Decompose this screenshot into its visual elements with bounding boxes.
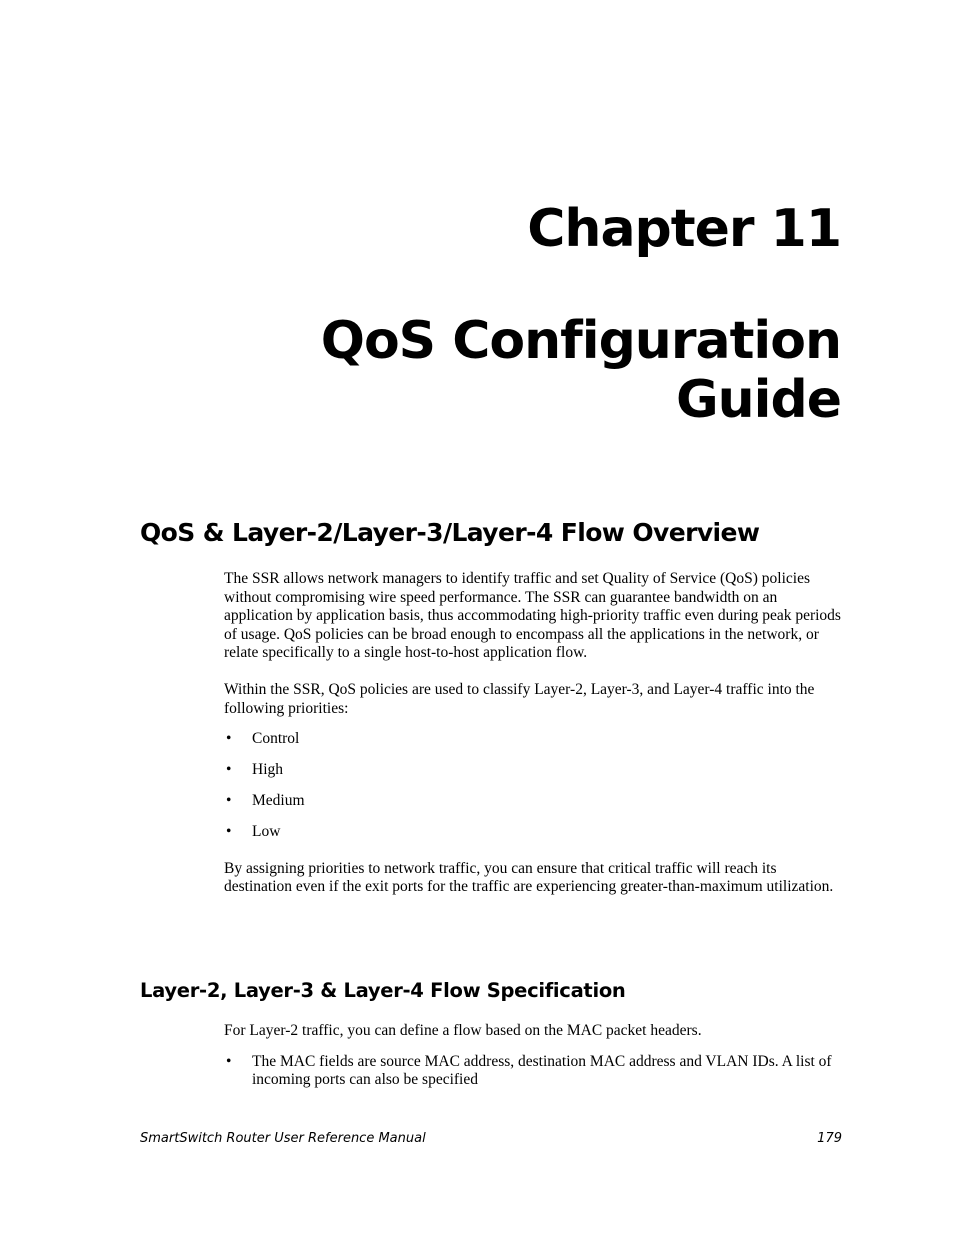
section-body xyxy=(224,570,842,897)
chapter-title-line-1: QoS Configuration xyxy=(320,311,841,371)
priority-list xyxy=(224,730,842,842)
priority-low: Low xyxy=(252,823,281,841)
priority-high: High xyxy=(252,761,283,779)
bullet-icon: • xyxy=(226,761,232,779)
mac-field-list xyxy=(224,1053,842,1090)
bullet-icon: • xyxy=(226,730,232,748)
subsection-heading: Layer-2, Layer-3 & Layer-4 Flow Specification xyxy=(140,979,626,1002)
list-item xyxy=(224,792,842,811)
chapter-title-line-2: Guide xyxy=(675,370,841,430)
chapter-number: Chapter 11 xyxy=(527,199,841,259)
chapter-title xyxy=(221,312,841,430)
priority-medium: Medium xyxy=(252,792,305,810)
subsection-body xyxy=(224,1022,842,1090)
layer2-paragraph: For Layer-2 traffic, you can define a flow based on the MAC packet headers. xyxy=(224,1022,702,1039)
priorities-intro-paragraph: Within the SSR, QoS policies are used to classify Layer-2, Layer-3, and Layer-4 traffic into the following priorities: xyxy=(224,680,815,717)
footer-manual-title: SmartSwitch Router User Reference Manual xyxy=(140,1131,426,1146)
bullet-icon: • xyxy=(226,823,232,841)
mac-fields-text: The MAC fields are source MAC address, destination MAC address and VLAN IDs. A list of incoming ports can also be specified xyxy=(252,1052,832,1089)
priorities-explanation-paragraph: By assigning priorities to network traffic, you can ensure that critical traffic will reach its destination even if the exit ports for the traffic are experiencing greater-than-maximum utilization. xyxy=(224,859,834,896)
section-heading: QoS & Layer-2/Layer-3/Layer-4 Flow Overview xyxy=(140,518,760,547)
bullet-icon: • xyxy=(226,1052,232,1070)
list-item xyxy=(224,1053,842,1090)
overview-paragraph: The SSR allows network managers to identify traffic and set Quality of Service (QoS) policies without compromising wire speed performance. The SSR can guarantee bandwidth on an application by application basis, thus accommodating high-priority traffic even during peak periods of usage. QoS policies can be broad enough to encompass all the applications in the network, or relate specifically to a single host-to-host application flow. xyxy=(224,570,841,662)
list-item xyxy=(224,730,842,749)
list-item xyxy=(224,761,842,780)
list-item xyxy=(224,823,842,842)
footer-page-number: 179 xyxy=(817,1131,842,1146)
priority-control: Control xyxy=(252,730,300,748)
bullet-icon: • xyxy=(226,792,232,810)
